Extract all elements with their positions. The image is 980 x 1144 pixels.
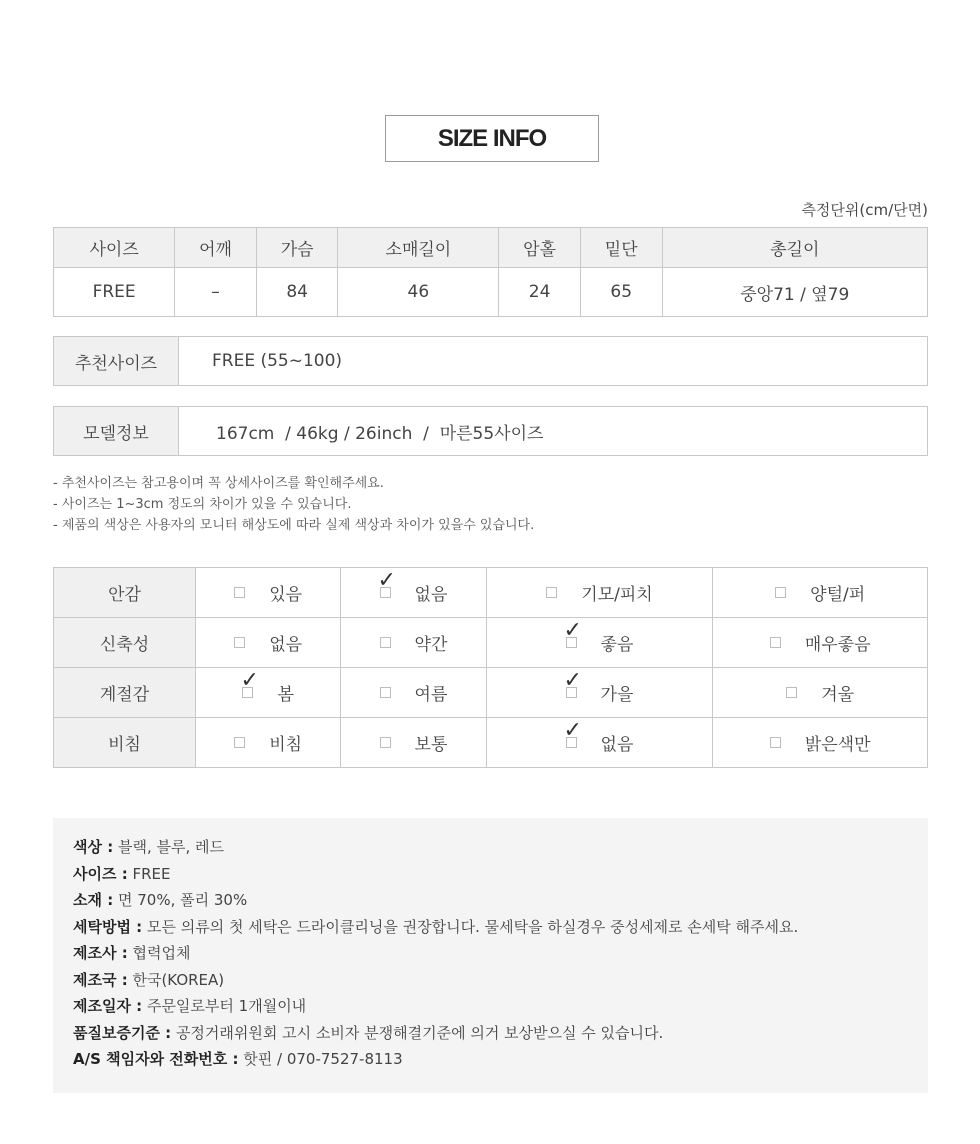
option-label: 좋음 <box>600 635 634 655</box>
detail-label: 사이즈 : <box>73 864 128 883</box>
option-label: 없음 <box>414 585 448 605</box>
size-cell: – <box>175 268 257 317</box>
feel-option <box>341 718 486 768</box>
check-mark-icon: ✓ <box>240 668 259 693</box>
page-title: SIZE INFO <box>385 115 599 162</box>
header-cell: 가슴 <box>256 228 338 268</box>
detail-row <box>73 993 928 1020</box>
detail-value: 블랙, 블루, 레드 <box>113 838 224 856</box>
feel-option <box>196 568 341 618</box>
checkbox-icon <box>380 637 391 648</box>
feel-option <box>713 718 928 768</box>
option-wrap <box>713 630 927 655</box>
detail-label: 제조사 : <box>73 944 128 962</box>
checkbox-icon <box>234 737 245 748</box>
header-cell: 소매길이 <box>338 228 499 268</box>
size-cell: 중앙71 / 옆79 <box>662 268 927 317</box>
detail-value: 한국(KOREA) <box>127 970 225 989</box>
detail-label: 세탁방법 : <box>73 917 143 936</box>
product-details <box>53 818 928 1093</box>
checkbox-icon <box>240 668 259 698</box>
feel-option <box>341 618 486 668</box>
detail-label: 품질보증기준 : <box>73 1023 172 1042</box>
model-info-value: 167cm / 46kg / 26inch / 마른55사이즈 <box>216 423 544 444</box>
detail-value: 핫핀 / 070-7527-8113 <box>238 1050 403 1068</box>
detail-value: 모든 의류의 첫 세탁은 드라이클리닝을 권장합니다. 물세탁을 하실경우 중성세제로 손세탁 해주세요. <box>142 917 799 936</box>
detail-label: 제조일자 : <box>73 997 143 1015</box>
checkbox-icon <box>770 637 781 648</box>
detail-label: 색상 : <box>73 838 114 856</box>
recommend-size-value: FREE (55~100) <box>212 351 343 371</box>
option-wrap <box>196 580 340 605</box>
notes <box>53 473 534 536</box>
detail-value: 면 70%, 폴리 30% <box>113 891 248 909</box>
model-info-row <box>53 406 928 456</box>
size-table <box>53 227 928 317</box>
feel-option <box>341 668 486 718</box>
unit-note: 측정단위(cm/단면) <box>801 201 928 219</box>
option-label: 약간 <box>414 635 448 655</box>
detail-value: 협력업체 <box>127 944 191 962</box>
feel-option <box>713 618 928 668</box>
size-table-header <box>54 228 928 268</box>
model-info-label: 모델정보 <box>54 407 179 455</box>
check-mark-icon: ✓ <box>563 668 582 693</box>
note-line: - 추천사이즈는 참고용이며 꼭 상세사이즈를 확인해주세요. <box>53 476 384 491</box>
check-mark-icon: ✓ <box>563 618 582 643</box>
option-label: 밝은색만 <box>804 735 871 755</box>
detail-value: 주문일로부터 1개월이내 <box>142 997 307 1015</box>
checkbox-icon <box>775 587 786 598</box>
feel-label: 안감 <box>54 568 196 618</box>
size-cell: FREE <box>54 268 175 317</box>
checkbox-icon <box>380 687 391 698</box>
detail-row <box>73 834 928 861</box>
option-wrap <box>341 630 485 655</box>
option-label: 비침 <box>269 735 303 755</box>
feel-option <box>196 718 341 768</box>
option-wrap <box>341 680 485 705</box>
checkbox-icon <box>563 718 582 748</box>
feel-option <box>196 618 341 668</box>
option-label: 봄 <box>277 685 294 705</box>
detail-row <box>73 861 928 888</box>
feel-row <box>54 668 928 718</box>
option-label: 없음 <box>600 735 634 755</box>
feel-row <box>54 568 928 618</box>
option-label: 있음 <box>269 585 303 605</box>
table-row <box>54 268 928 317</box>
detail-row <box>73 914 928 941</box>
option-wrap <box>487 718 713 755</box>
detail-row <box>73 940 928 967</box>
feel-option <box>713 568 928 618</box>
option-label: 없음 <box>269 635 303 655</box>
checkbox-icon <box>563 668 582 698</box>
checkbox-icon <box>770 737 781 748</box>
feel-option <box>486 668 713 718</box>
option-wrap <box>196 668 340 705</box>
feel-option <box>196 668 341 718</box>
feel-row <box>54 618 928 668</box>
feel-option <box>486 618 713 668</box>
size-cell: 84 <box>256 268 338 317</box>
option-wrap <box>713 730 927 755</box>
detail-row <box>73 1020 928 1047</box>
size-cell: 46 <box>338 268 499 317</box>
detail-label: 제조국 : <box>73 970 128 989</box>
feel-label: 비침 <box>54 718 196 768</box>
option-wrap <box>341 730 485 755</box>
feel-row <box>54 718 928 768</box>
check-mark-icon: ✓ <box>563 718 582 743</box>
detail-label: A/S 책임자와 전화번호 : <box>73 1050 239 1068</box>
detail-value: 공정거래위원회 고시 소비자 분쟁해결기준에 의거 보상받으실 수 있습니다. <box>171 1023 664 1042</box>
option-wrap <box>487 618 713 655</box>
check-mark-icon: ✓ <box>377 568 396 593</box>
checkbox-icon <box>377 568 396 598</box>
option-label: 겨울 <box>821 685 855 705</box>
detail-row <box>73 887 928 914</box>
feel-table <box>53 567 928 768</box>
size-cell: 65 <box>580 268 662 317</box>
header-cell: 밑단 <box>580 228 662 268</box>
option-label: 여름 <box>414 685 448 705</box>
detail-row <box>73 967 928 994</box>
option-wrap <box>341 568 485 605</box>
header-cell: 어깨 <box>175 228 257 268</box>
detail-row <box>73 1046 928 1073</box>
header-cell: 총길이 <box>662 228 927 268</box>
checkbox-icon <box>786 687 797 698</box>
checkbox-icon <box>563 618 582 648</box>
note-line: - 사이즈는 1~3cm 정도의 차이가 있을 수 있습니다. <box>53 497 352 512</box>
option-label: 보통 <box>414 735 448 755</box>
option-label: 기모/피치 <box>581 585 653 605</box>
recommend-size-label: 추천사이즈 <box>54 337 179 385</box>
option-label: 가을 <box>600 685 634 705</box>
feel-option <box>713 668 928 718</box>
checkbox-icon <box>234 637 245 648</box>
option-wrap <box>196 730 340 755</box>
option-label: 매우좋음 <box>804 635 871 655</box>
recommend-size-row <box>53 336 928 386</box>
checkbox-icon <box>234 587 245 598</box>
header-cell: 사이즈 <box>54 228 175 268</box>
feel-option <box>486 568 713 618</box>
size-cell: 24 <box>499 268 581 317</box>
option-wrap <box>713 680 927 705</box>
feel-label: 계절감 <box>54 668 196 718</box>
checkbox-icon <box>380 737 391 748</box>
option-label: 양털/퍼 <box>810 585 866 605</box>
option-wrap <box>487 668 713 705</box>
feel-label: 신축성 <box>54 618 196 668</box>
feel-option <box>341 568 486 618</box>
option-wrap <box>196 630 340 655</box>
option-wrap <box>487 580 713 605</box>
detail-value: FREE <box>127 864 171 883</box>
option-wrap <box>713 580 927 605</box>
detail-label: 소재 : <box>73 891 114 909</box>
feel-option <box>486 718 713 768</box>
note-line: - 제품의 색상은 사용자의 모니터 해상도에 따라 실제 색상과 차이가 있을수 있습니다. <box>53 518 535 533</box>
checkbox-icon <box>546 587 557 598</box>
header-cell: 암홀 <box>499 228 581 268</box>
